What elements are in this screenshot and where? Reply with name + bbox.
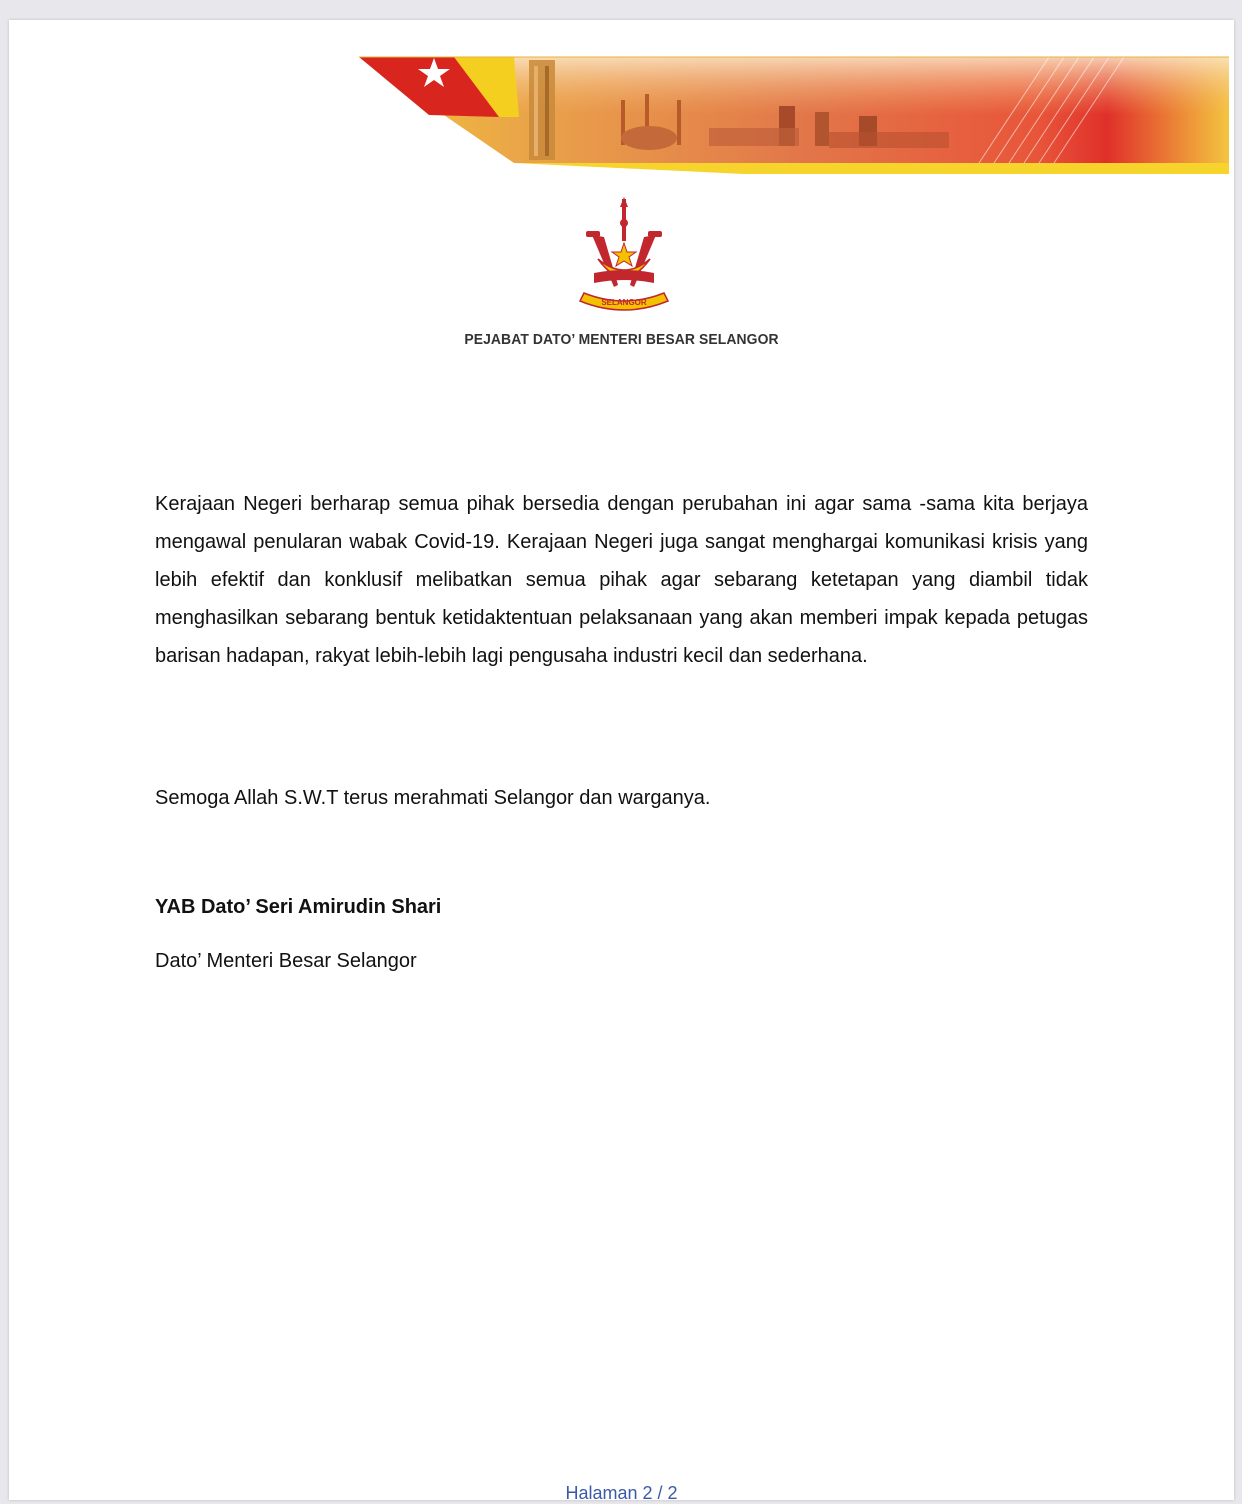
crest-label: SELANGOR xyxy=(601,298,647,307)
signer-name: YAB Dato’ Seri Amirudin Shari xyxy=(155,896,442,918)
selangor-crest-logo xyxy=(574,197,674,322)
closing-line: Semoga Allah S.W.T terus merahmati Selangor dan warganya. xyxy=(155,787,711,809)
office-title: PEJABAT DATO’ MENTERI BESAR SELANGOR xyxy=(464,332,779,348)
header-banner xyxy=(9,20,1234,195)
signer-title: Dato’ Menteri Besar Selangor xyxy=(155,950,417,972)
body-paragraph: Kerajaan Negeri berharap semua pihak bersedia dengan perubahan ini agar sama -sama kita berjaya mengawal penularan wabak Covid-19. Kerajaan Negeri juga sangat menghargai komunikasi krisis yang lebih efektif dan konklusif melibatkan semua pihak agar sebarang ketetapan yang diambil tidak menghasilkan sebarang bentuk ketidaktentuan pelaksanaan yang akan memberi impak kepada petugas barisan hadapan, rakyat lebih-lebih lagi pengusaha industri kecil dan sederhana. xyxy=(155,493,1088,667)
page-number-footer: Halaman 2 / 2 xyxy=(565,1483,678,1503)
document-page xyxy=(9,20,1234,1503)
